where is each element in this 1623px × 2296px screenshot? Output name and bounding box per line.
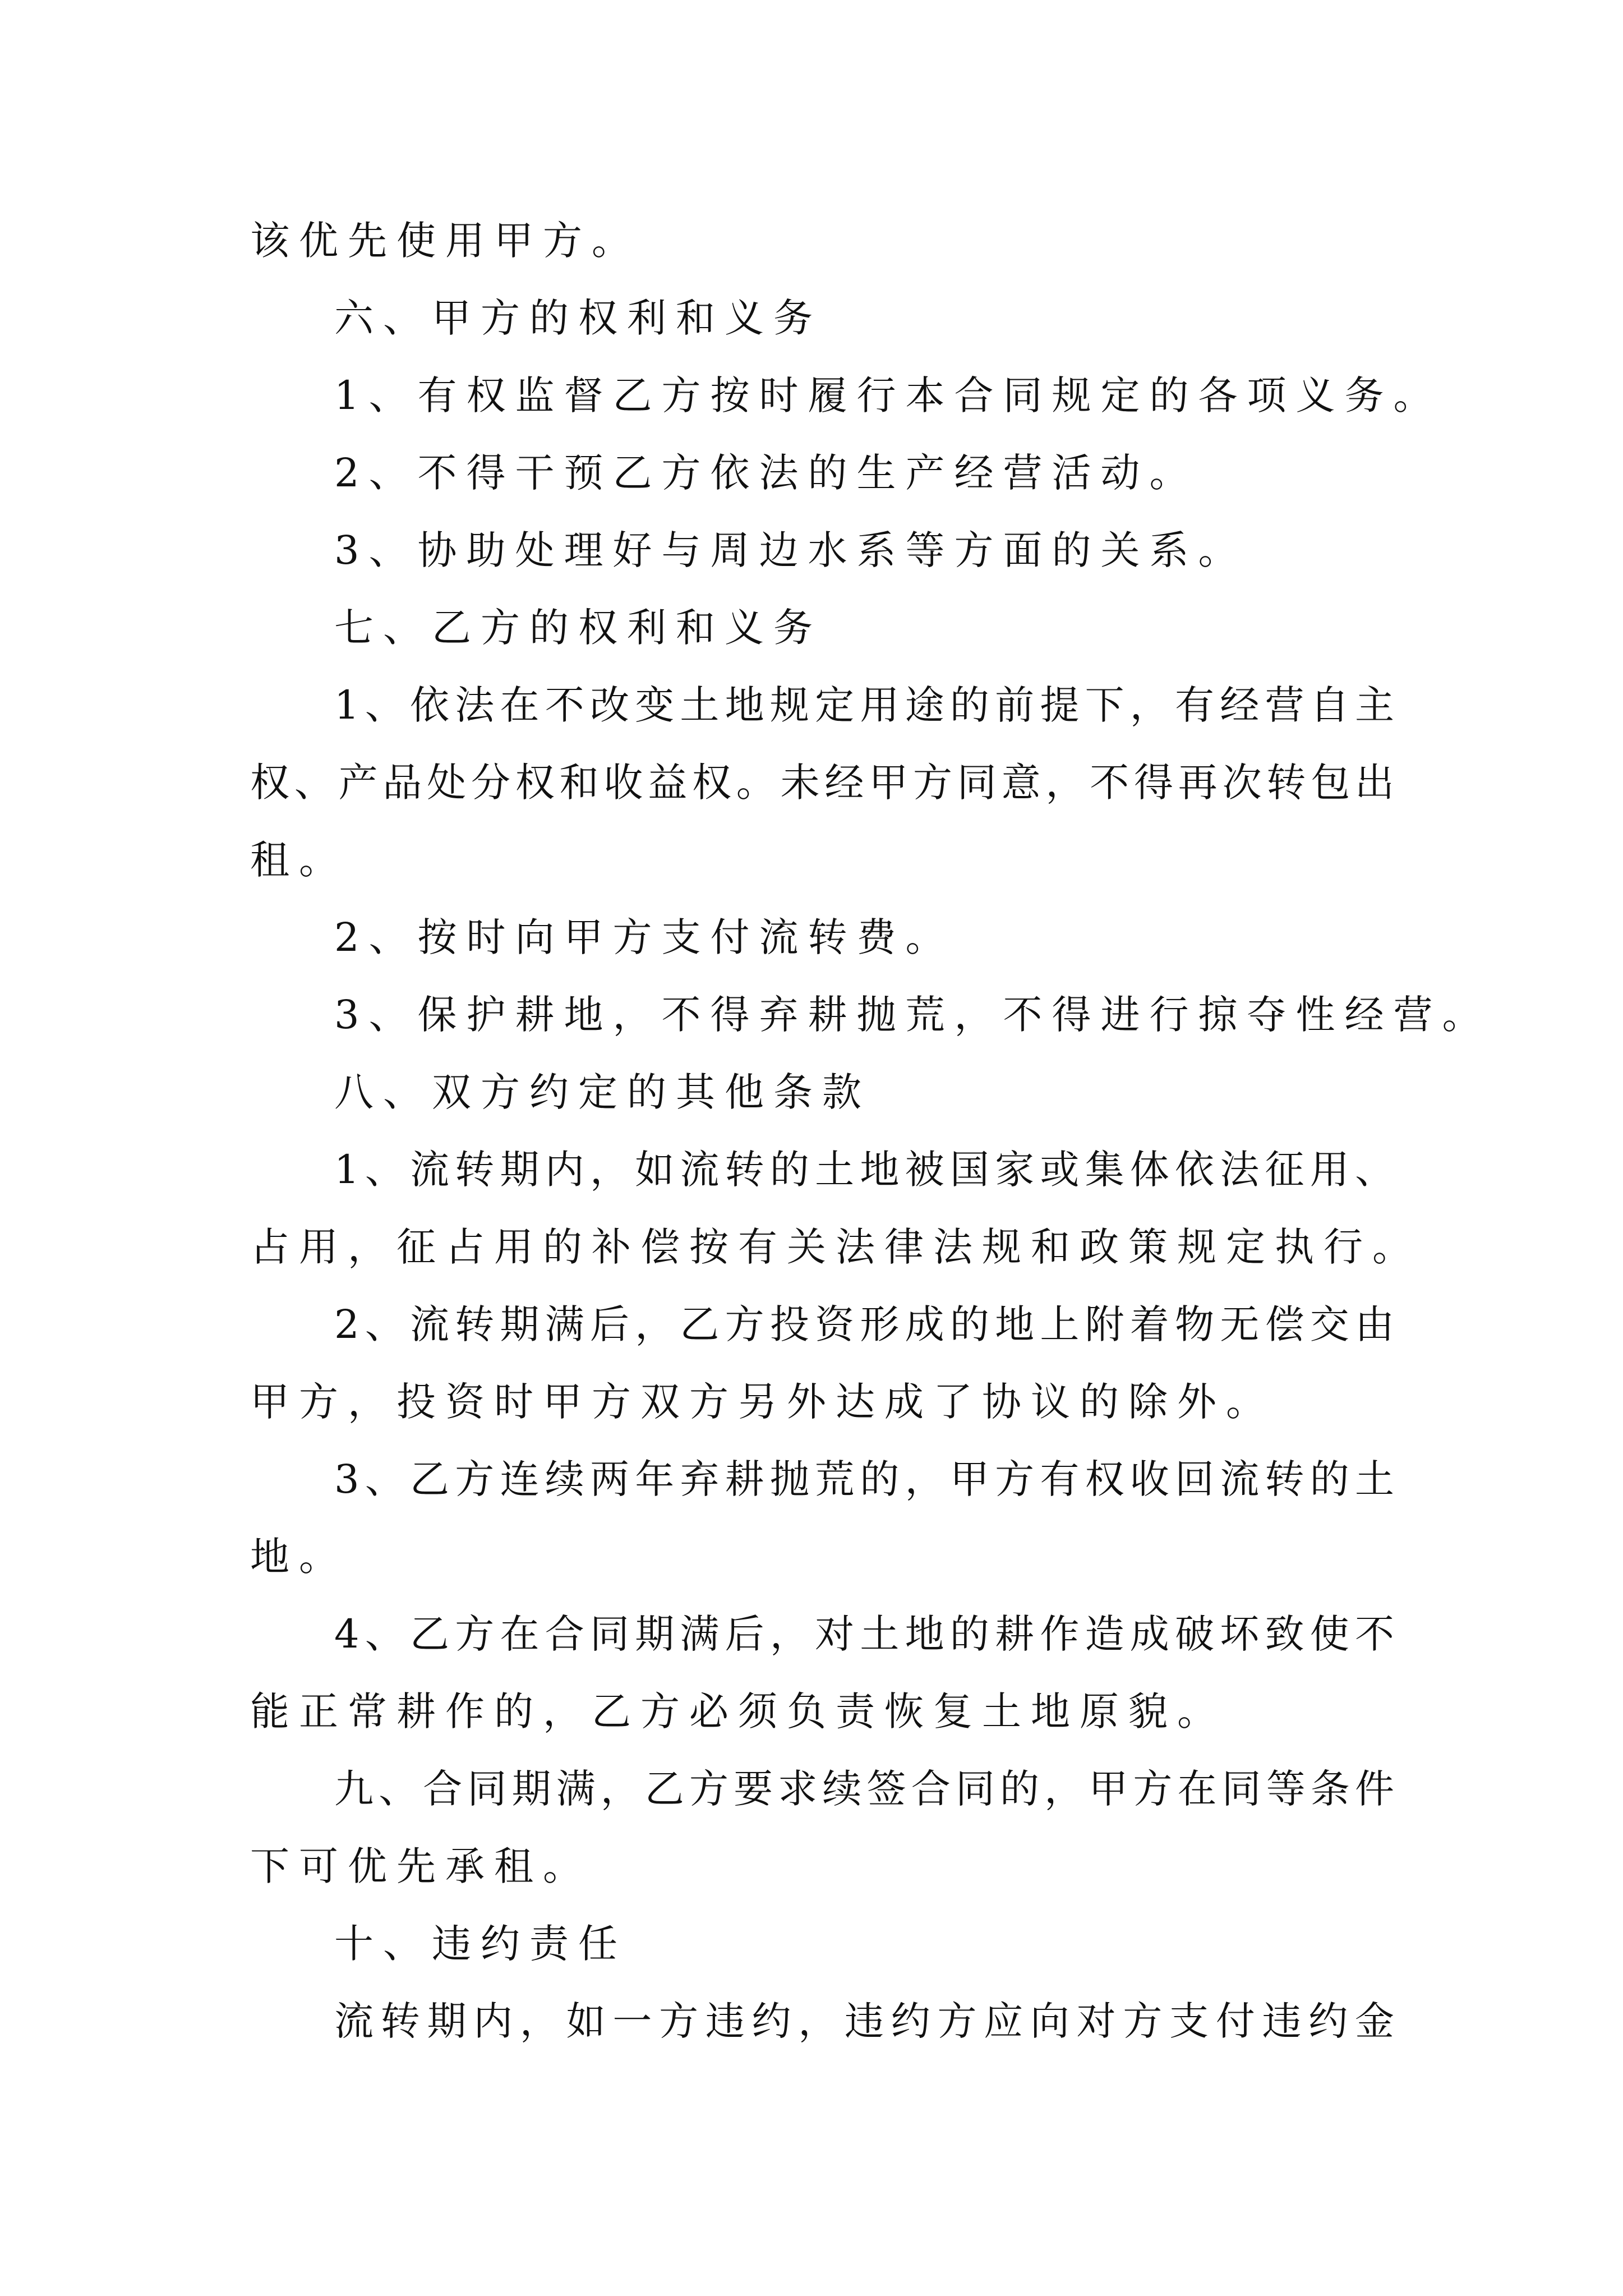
text-line: 该优先使用甲方。 <box>250 218 640 264</box>
document-body <box>250 202 1491 2060</box>
text-line: 流转期内，如一方违约，违约方应向对方支付违约金 <box>334 1998 1394 2044</box>
text-line: 2、不得干预乙方依法的生产经营活动。 <box>334 450 1198 496</box>
text-line: 3、协助处理好与周边水系等方面的关系。 <box>334 527 1247 573</box>
text-line: 4、乙方在合同期满后，对土地的耕作造成破坏致使不 <box>334 1611 1394 1657</box>
text-line: 租。 <box>250 837 348 883</box>
section-heading: 八、双方约定的其他条款 <box>334 1069 871 1115</box>
text-line: 1、有权监督乙方按时履行本合同规定的各项义务。 <box>334 372 1442 418</box>
text-line: 1、流转期内，如流转的土地被国家或集体依法征用、 <box>334 1147 1394 1193</box>
text-line: 2、流转期满后，乙方投资形成的地上附着物无偿交由 <box>334 1301 1394 1347</box>
text-line: 甲方，投资时甲方双方另外达成了协议的除外。 <box>250 1379 1275 1425</box>
section-heading: 六、甲方的权利和义务 <box>334 295 822 341</box>
section-heading: 十、违约责任 <box>334 1921 627 1967</box>
text-line: 2、按时向甲方支付流转费。 <box>334 914 955 960</box>
section-heading: 九、合同期满，乙方要求续签合同的，甲方在同等条件 <box>334 1766 1394 1812</box>
text-line: 1、依法在不改变土地规定用途的前提下，有经营自主 <box>334 682 1394 728</box>
text-line: 地。 <box>250 1534 348 1580</box>
text-line: 3、乙方连续两年弃耕抛荒的，甲方有权收回流转的土 <box>334 1456 1394 1502</box>
section-heading: 七、乙方的权利和义务 <box>334 605 822 651</box>
text-line: 占用，征占用的补偿按有关法律法规和政策规定执行。 <box>250 1224 1421 1270</box>
text-line: 3、保护耕地，不得弃耕抛荒，不得进行掠夺性经营。 <box>334 992 1491 1038</box>
text-line: 权、产品处分权和收益权。未经甲方同意，不得再次转包出 <box>250 760 1394 806</box>
text-line: 能正常耕作的，乙方必须负责恢复土地原貌。 <box>250 1688 1226 1734</box>
text-line: 下可优先承租。 <box>250 1843 592 1889</box>
